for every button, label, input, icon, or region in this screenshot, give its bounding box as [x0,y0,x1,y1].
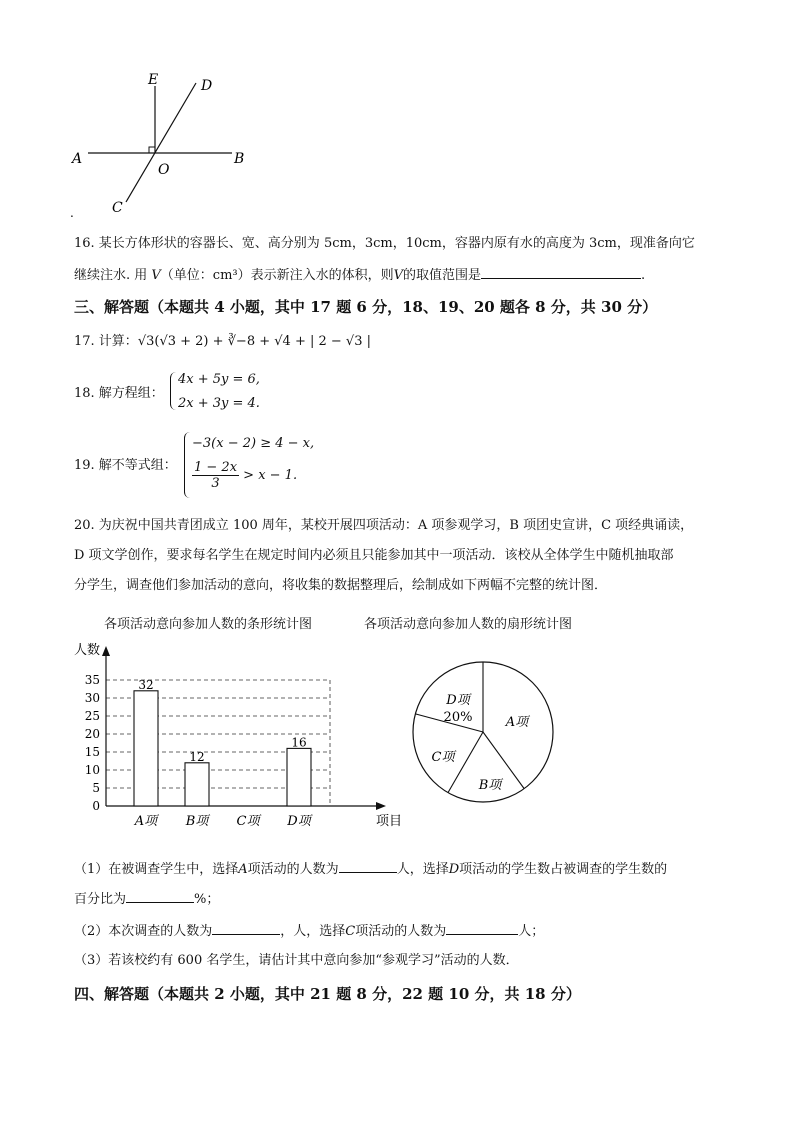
q20-sub3: （3）若该校约有 600 名学生，请估计其中意向参加“参观学习”活动的人数． [74,953,519,968]
x-axis-label: 项目 [376,814,403,829]
y-tick-label-0: 0 [92,799,100,813]
q19-ineq1: −3(x − 2) ≥ 4 − x, [192,436,315,451]
y-tick-label-35: 35 [84,673,100,687]
x-axis-arrow [376,802,386,810]
q18-eq2: 2x + 3y = 4. [178,396,260,411]
y-tick-label-25: 25 [84,709,100,723]
q16-var-v2: V [393,268,404,283]
data-label-B项: 12 [189,749,205,764]
q20-sub1-e: 百分比为 [74,892,127,907]
label-d: D [201,78,213,94]
q19-brace [184,432,190,498]
pie-chart-title: 各项活动意向参加人数的扇形统计图 [364,617,573,632]
q16-answer-blank[interactable] [481,266,641,279]
bar-chart-title: 各项活动意向参加人数的条形统计图 [104,617,313,632]
label-a: A [72,151,83,167]
data-label-A项: 32 [138,677,154,692]
q20-sub1-d: 项活动的学生数占被调查的学生数的 [459,862,668,877]
q20-sub1-blank1[interactable] [339,860,397,873]
pie-label-C项: C项 [431,750,455,765]
section4-heading: 四、解答题（本题共 2 小题，其中 21 题 8 分，22 题 10 分，共 18 分） [74,985,581,1003]
bar-D项 [287,748,311,806]
q20-sub1-blank2[interactable] [126,890,194,903]
q19-ineq2-rhs: > x − 1. [243,468,298,483]
bar-A项 [134,691,158,806]
q20-sub2-d: 人； [518,924,545,939]
q16-text-c: 的取值范围是 [403,268,482,283]
y-tick-label-20: 20 [84,727,100,741]
q20-sub2-blank2[interactable] [446,922,518,935]
x-tick-label-B项: B项 [185,814,209,829]
q19-frac-num: 1 − 2x [194,460,238,475]
q19-prefix: 19. 解不等式组： [74,458,177,473]
y-tick-label-15: 15 [84,745,100,759]
pie-chart [400,640,570,825]
geometry-figure [60,60,280,225]
line-cd [126,83,196,202]
q20-sub2-var-c: C [345,924,356,939]
bar-chart [60,636,403,836]
y-axis-arrow [102,646,110,656]
q20-line2: D 项文学创作，要求每名学生在规定时间内必须且只能参加其中一项活动．该校从全体学生中随机抽取部 [74,548,674,563]
q20-sub1-c: 人，选择 [396,862,449,877]
q16-text-end: . [641,268,646,283]
pie-percent-D项: 20% [443,710,473,725]
q19-ineq2 [192,460,297,491]
label-c: C [112,200,123,216]
q20-sub2 [74,922,544,940]
pie-label-D项: D项 [446,693,470,708]
q16-text-b: （单位：cm³）表示新注入水的体积，则 [160,268,394,283]
data-label-D项: 16 [291,735,307,750]
q20-sub1-f: %； [194,892,220,907]
right-angle-mark [149,147,155,153]
stray-dot: . [70,206,74,220]
q17-expression: √3(√3 + 2) + ∛−8 + √4 + | 2 − √3 | [137,334,371,349]
x-tick-label-A项: A项 [134,814,158,829]
y-tick-label-30: 30 [84,691,100,705]
q17 [74,334,371,350]
q20-sub1-line2 [74,890,219,908]
q16-text-a: 继续注水. 用 [74,268,152,283]
label-o: O [158,162,170,178]
q20-sub1-var-a: A [238,862,248,877]
label-e: E [148,72,159,88]
x-tick-label-D项: D项 [287,814,311,829]
q16-line1: 16. 某长方体形状的容器长、宽、高分别为 5cm，3cm，10cm，容器内原有水的高度为 3cm，现准备向它 [74,236,695,251]
q18-brace [170,372,176,410]
bar-B项 [185,763,209,806]
pie-label-B项: B项 [478,778,502,793]
q20-sub2-b: ，人，选择 [280,924,346,939]
q20-sub1-b: 项活动的人数为 [247,862,339,877]
q17-prefix: 17. 计算： [74,334,138,349]
q20-sub1-var-d: D [448,862,460,877]
q19-fraction [192,460,239,491]
q20-sub2-a: （2）本次调查的人数为 [74,924,213,939]
q20-sub2-c: 项活动的人数为 [355,924,447,939]
q20-line1: 20. 为庆祝中国共青团成立 100 周年，某校开展四项活动：A 项参观学习，B 项团史宣讲，C 项经典诵读， [74,518,694,533]
section3-heading: 三、解答题（本题共 4 小题，其中 17 题 6 分，18、19、20 题各 8 分，共 30 分） [74,298,658,316]
y-tick-label-5: 5 [92,781,100,795]
y-tick-label-10: 10 [84,763,100,777]
pie-label-A项: A项 [505,715,529,730]
q16-line2 [74,266,645,284]
q18-prefix: 18. 解方程组： [74,386,164,401]
x-tick-label-C项: C项 [236,814,260,829]
q18-eq1: 4x + 5y = 6, [178,372,260,387]
q16-var-v1: V [151,268,161,283]
y-axis-label: 人数 [74,643,101,658]
label-b: B [234,151,245,167]
q20-sub1-line1 [74,860,667,878]
q19-frac-den: 3 [211,476,220,491]
q20-sub2-blank1[interactable] [212,922,280,935]
q20-sub1-a: （1）在被调查学生中，选择 [74,862,239,877]
q20-line3: 分学生，调查他们参加活动的意向，将收集的数据整理后，绘制成如下两幅不完整的统计图． [74,578,608,593]
